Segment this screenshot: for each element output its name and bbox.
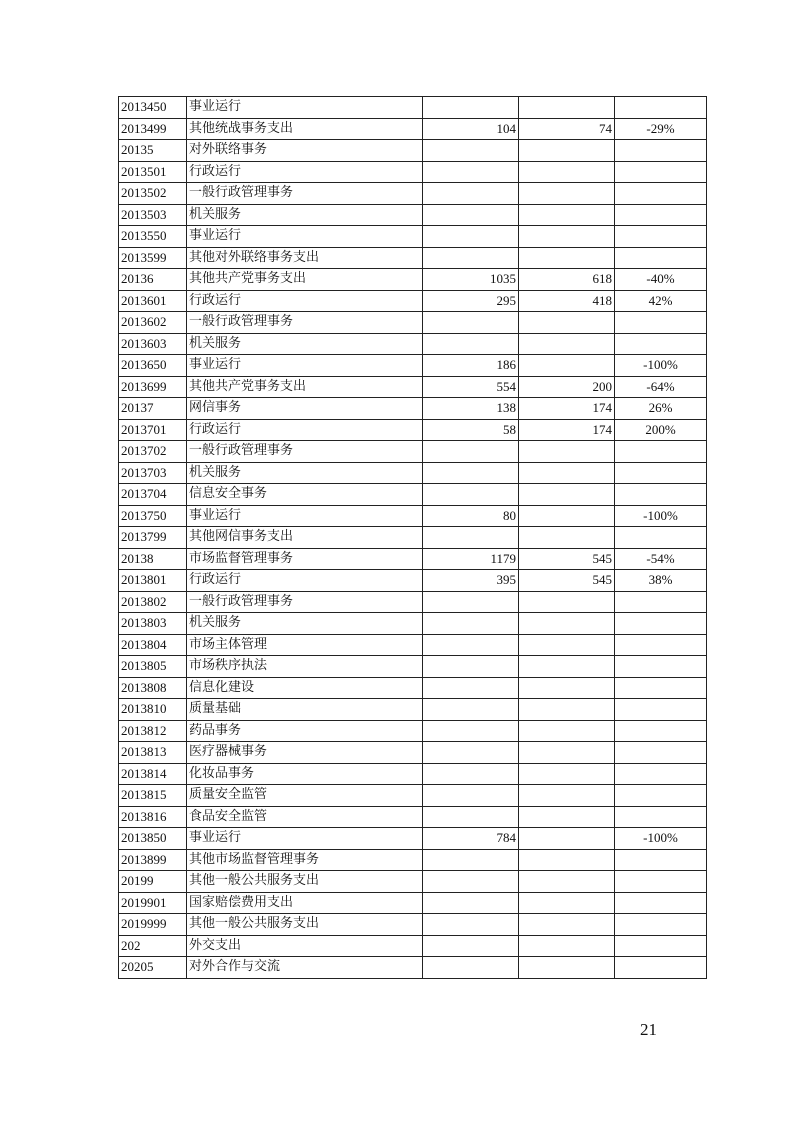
table-row <box>119 892 707 914</box>
code-cell: 2013603 <box>119 333 187 355</box>
value-prior-cell: 104 <box>423 118 519 140</box>
budget-table-body <box>119 97 707 979</box>
value-current-cell <box>519 247 615 269</box>
table-row <box>119 763 707 785</box>
value-current-cell <box>519 591 615 613</box>
change-percent-cell: -100% <box>615 355 707 377</box>
table-row <box>119 570 707 592</box>
value-prior-cell: 186 <box>423 355 519 377</box>
value-prior-cell <box>423 527 519 549</box>
name-cell: 事业运行 <box>187 828 423 850</box>
code-cell: 2013702 <box>119 441 187 463</box>
change-percent-cell <box>615 333 707 355</box>
name-cell: 外交支出 <box>187 935 423 957</box>
value-prior-cell <box>423 677 519 699</box>
value-current-cell <box>519 892 615 914</box>
value-current-cell <box>519 527 615 549</box>
value-current-cell: 618 <box>519 269 615 291</box>
code-cell: 2013899 <box>119 849 187 871</box>
table-row <box>119 505 707 527</box>
value-prior-cell <box>423 634 519 656</box>
value-prior-cell <box>423 849 519 871</box>
page-number: 21 <box>640 1020 657 1039</box>
code-cell: 2013802 <box>119 591 187 613</box>
table-row <box>119 656 707 678</box>
code-cell: 2019999 <box>119 914 187 936</box>
table-row <box>119 333 707 355</box>
code-cell: 2013503 <box>119 204 187 226</box>
table-row <box>119 97 707 119</box>
table-row <box>119 419 707 441</box>
change-percent-cell <box>615 677 707 699</box>
value-current-cell <box>519 914 615 936</box>
table-row <box>119 527 707 549</box>
code-cell: 2013805 <box>119 656 187 678</box>
code-cell: 2013450 <box>119 97 187 119</box>
table-row <box>119 226 707 248</box>
table-row <box>119 871 707 893</box>
value-current-cell <box>519 204 615 226</box>
table-row <box>119 935 707 957</box>
code-cell: 20137 <box>119 398 187 420</box>
value-current-cell <box>519 935 615 957</box>
change-percent-cell <box>615 849 707 871</box>
value-current-cell: 545 <box>519 548 615 570</box>
value-current-cell <box>519 806 615 828</box>
code-cell: 2013502 <box>119 183 187 205</box>
value-current-cell <box>519 656 615 678</box>
change-percent-cell <box>615 892 707 914</box>
code-cell: 20138 <box>119 548 187 570</box>
code-cell: 20135 <box>119 140 187 162</box>
name-cell: 事业运行 <box>187 226 423 248</box>
change-percent-cell <box>615 763 707 785</box>
value-current-cell <box>519 505 615 527</box>
name-cell: 机关服务 <box>187 333 423 355</box>
change-percent-cell <box>615 871 707 893</box>
value-prior-cell <box>423 613 519 635</box>
value-prior-cell: 784 <box>423 828 519 850</box>
table-row <box>119 677 707 699</box>
code-cell: 2013850 <box>119 828 187 850</box>
change-percent-cell <box>615 183 707 205</box>
value-prior-cell: 80 <box>423 505 519 527</box>
value-prior-cell <box>423 914 519 936</box>
change-percent-cell <box>615 140 707 162</box>
name-cell: 网信事务 <box>187 398 423 420</box>
value-prior-cell: 554 <box>423 376 519 398</box>
value-prior-cell <box>423 591 519 613</box>
value-prior-cell <box>423 333 519 355</box>
table-row <box>119 140 707 162</box>
name-cell: 行政运行 <box>187 161 423 183</box>
value-current-cell <box>519 140 615 162</box>
code-cell: 2013550 <box>119 226 187 248</box>
code-cell: 2013808 <box>119 677 187 699</box>
name-cell: 其他对外联络事务支出 <box>187 247 423 269</box>
name-cell: 行政运行 <box>187 290 423 312</box>
value-prior-cell <box>423 892 519 914</box>
value-prior-cell: 138 <box>423 398 519 420</box>
change-percent-cell <box>615 97 707 119</box>
name-cell: 事业运行 <box>187 355 423 377</box>
name-cell: 市场主体管理 <box>187 634 423 656</box>
table-row <box>119 828 707 850</box>
value-current-cell <box>519 720 615 742</box>
value-prior-cell <box>423 247 519 269</box>
table-row <box>119 462 707 484</box>
table-row <box>119 183 707 205</box>
table-row <box>119 247 707 269</box>
name-cell: 食品安全监管 <box>187 806 423 828</box>
name-cell: 事业运行 <box>187 505 423 527</box>
change-percent-cell: -100% <box>615 828 707 850</box>
name-cell: 行政运行 <box>187 570 423 592</box>
table-row <box>119 957 707 979</box>
change-percent-cell: -40% <box>615 269 707 291</box>
name-cell: 药品事务 <box>187 720 423 742</box>
name-cell: 化妆品事务 <box>187 763 423 785</box>
code-cell: 2013799 <box>119 527 187 549</box>
value-current-cell <box>519 785 615 807</box>
value-current-cell <box>519 957 615 979</box>
change-percent-cell <box>615 957 707 979</box>
value-prior-cell <box>423 441 519 463</box>
change-percent-cell <box>615 226 707 248</box>
code-cell: 2013815 <box>119 785 187 807</box>
code-cell: 2013704 <box>119 484 187 506</box>
value-prior-cell <box>423 763 519 785</box>
name-cell: 国家赔偿费用支出 <box>187 892 423 914</box>
name-cell: 一般行政管理事务 <box>187 183 423 205</box>
name-cell: 对外合作与交流 <box>187 957 423 979</box>
value-prior-cell <box>423 97 519 119</box>
change-percent-cell <box>615 720 707 742</box>
value-current-cell <box>519 312 615 334</box>
change-percent-cell <box>615 527 707 549</box>
table-row <box>119 441 707 463</box>
name-cell: 其他一般公共服务支出 <box>187 914 423 936</box>
code-cell: 2013750 <box>119 505 187 527</box>
value-prior-cell <box>423 935 519 957</box>
value-prior-cell <box>423 742 519 764</box>
value-current-cell: 418 <box>519 290 615 312</box>
table-row <box>119 484 707 506</box>
value-prior-cell <box>423 312 519 334</box>
name-cell: 其他网信事务支出 <box>187 527 423 549</box>
value-current-cell <box>519 484 615 506</box>
code-cell: 2013804 <box>119 634 187 656</box>
value-prior-cell <box>423 720 519 742</box>
code-cell: 2013801 <box>119 570 187 592</box>
name-cell: 信息化建设 <box>187 677 423 699</box>
code-cell: 20136 <box>119 269 187 291</box>
value-prior-cell <box>423 957 519 979</box>
name-cell: 其他市场监督管理事务 <box>187 849 423 871</box>
code-cell: 20205 <box>119 957 187 979</box>
change-percent-cell: -29% <box>615 118 707 140</box>
code-cell: 2013501 <box>119 161 187 183</box>
table-row <box>119 849 707 871</box>
code-cell: 2013812 <box>119 720 187 742</box>
change-percent-cell <box>615 634 707 656</box>
value-current-cell: 545 <box>519 570 615 592</box>
name-cell: 行政运行 <box>187 419 423 441</box>
name-cell: 市场秩序执法 <box>187 656 423 678</box>
table-row <box>119 204 707 226</box>
value-current-cell <box>519 183 615 205</box>
change-percent-cell: -100% <box>615 505 707 527</box>
value-current-cell <box>519 226 615 248</box>
value-prior-cell <box>423 806 519 828</box>
name-cell: 其他共产党事务支出 <box>187 269 423 291</box>
code-cell: 20199 <box>119 871 187 893</box>
name-cell: 信息安全事务 <box>187 484 423 506</box>
table-row <box>119 355 707 377</box>
change-percent-cell: 42% <box>615 290 707 312</box>
value-current-cell <box>519 333 615 355</box>
change-percent-cell <box>615 806 707 828</box>
value-current-cell <box>519 97 615 119</box>
value-current-cell <box>519 677 615 699</box>
change-percent-cell <box>615 742 707 764</box>
change-percent-cell <box>615 785 707 807</box>
value-current-cell <box>519 849 615 871</box>
value-prior-cell <box>423 204 519 226</box>
code-cell: 2013803 <box>119 613 187 635</box>
table-row <box>119 269 707 291</box>
table-row <box>119 548 707 570</box>
code-cell: 2013701 <box>119 419 187 441</box>
change-percent-cell <box>615 914 707 936</box>
change-percent-cell <box>615 441 707 463</box>
code-cell: 2013814 <box>119 763 187 785</box>
change-percent-cell <box>615 204 707 226</box>
change-percent-cell <box>615 312 707 334</box>
name-cell: 一般行政管理事务 <box>187 591 423 613</box>
change-percent-cell <box>615 656 707 678</box>
table-row <box>119 118 707 140</box>
name-cell: 其他统战事务支出 <box>187 118 423 140</box>
table-row <box>119 376 707 398</box>
table-row <box>119 312 707 334</box>
table-row <box>119 914 707 936</box>
table-row <box>119 161 707 183</box>
value-current-cell <box>519 441 615 463</box>
value-current-cell <box>519 613 615 635</box>
value-prior-cell: 295 <box>423 290 519 312</box>
table-row <box>119 398 707 420</box>
change-percent-cell <box>615 247 707 269</box>
name-cell: 一般行政管理事务 <box>187 312 423 334</box>
table-row <box>119 785 707 807</box>
value-prior-cell <box>423 462 519 484</box>
value-prior-cell: 58 <box>423 419 519 441</box>
table-row <box>119 591 707 613</box>
value-prior-cell: 1179 <box>423 548 519 570</box>
value-current-cell <box>519 462 615 484</box>
change-percent-cell <box>615 935 707 957</box>
change-percent-cell <box>615 462 707 484</box>
value-current-cell <box>519 699 615 721</box>
value-current-cell <box>519 828 615 850</box>
change-percent-cell <box>615 591 707 613</box>
change-percent-cell: 38% <box>615 570 707 592</box>
name-cell: 机关服务 <box>187 613 423 635</box>
value-current-cell: 174 <box>519 398 615 420</box>
name-cell: 市场监督管理事务 <box>187 548 423 570</box>
name-cell: 对外联络事务 <box>187 140 423 162</box>
value-current-cell: 174 <box>519 419 615 441</box>
code-cell: 2013816 <box>119 806 187 828</box>
name-cell: 其他共产党事务支出 <box>187 376 423 398</box>
name-cell: 机关服务 <box>187 204 423 226</box>
value-current-cell: 74 <box>519 118 615 140</box>
value-prior-cell <box>423 656 519 678</box>
value-current-cell <box>519 634 615 656</box>
code-cell: 2013699 <box>119 376 187 398</box>
change-percent-cell: 26% <box>615 398 707 420</box>
code-cell: 202 <box>119 935 187 957</box>
change-percent-cell: -64% <box>615 376 707 398</box>
code-cell: 2013602 <box>119 312 187 334</box>
table-row <box>119 634 707 656</box>
value-prior-cell <box>423 871 519 893</box>
change-percent-cell: -54% <box>615 548 707 570</box>
value-prior-cell: 1035 <box>423 269 519 291</box>
table-row <box>119 290 707 312</box>
code-cell: 2013650 <box>119 355 187 377</box>
change-percent-cell <box>615 161 707 183</box>
value-prior-cell <box>423 161 519 183</box>
value-current-cell <box>519 355 615 377</box>
value-prior-cell: 395 <box>423 570 519 592</box>
name-cell: 一般行政管理事务 <box>187 441 423 463</box>
value-prior-cell <box>423 785 519 807</box>
change-percent-cell <box>615 613 707 635</box>
code-cell: 2019901 <box>119 892 187 914</box>
value-current-cell <box>519 161 615 183</box>
value-prior-cell <box>423 699 519 721</box>
table-row <box>119 806 707 828</box>
budget-table <box>118 96 707 979</box>
value-current-cell <box>519 763 615 785</box>
name-cell: 机关服务 <box>187 462 423 484</box>
change-percent-cell <box>615 484 707 506</box>
code-cell: 2013499 <box>119 118 187 140</box>
code-cell: 2013813 <box>119 742 187 764</box>
value-prior-cell <box>423 226 519 248</box>
value-current-cell <box>519 742 615 764</box>
table-row <box>119 720 707 742</box>
value-prior-cell <box>423 140 519 162</box>
code-cell: 2013601 <box>119 290 187 312</box>
name-cell: 质量安全监管 <box>187 785 423 807</box>
code-cell: 2013703 <box>119 462 187 484</box>
value-prior-cell <box>423 183 519 205</box>
name-cell: 医疗器械事务 <box>187 742 423 764</box>
table-row <box>119 613 707 635</box>
change-percent-cell <box>615 699 707 721</box>
code-cell: 2013599 <box>119 247 187 269</box>
value-current-cell <box>519 871 615 893</box>
table-row <box>119 742 707 764</box>
value-current-cell: 200 <box>519 376 615 398</box>
value-prior-cell <box>423 484 519 506</box>
name-cell: 事业运行 <box>187 97 423 119</box>
table-row <box>119 699 707 721</box>
code-cell: 2013810 <box>119 699 187 721</box>
name-cell: 质量基础 <box>187 699 423 721</box>
change-percent-cell: 200% <box>615 419 707 441</box>
name-cell: 其他一般公共服务支出 <box>187 871 423 893</box>
